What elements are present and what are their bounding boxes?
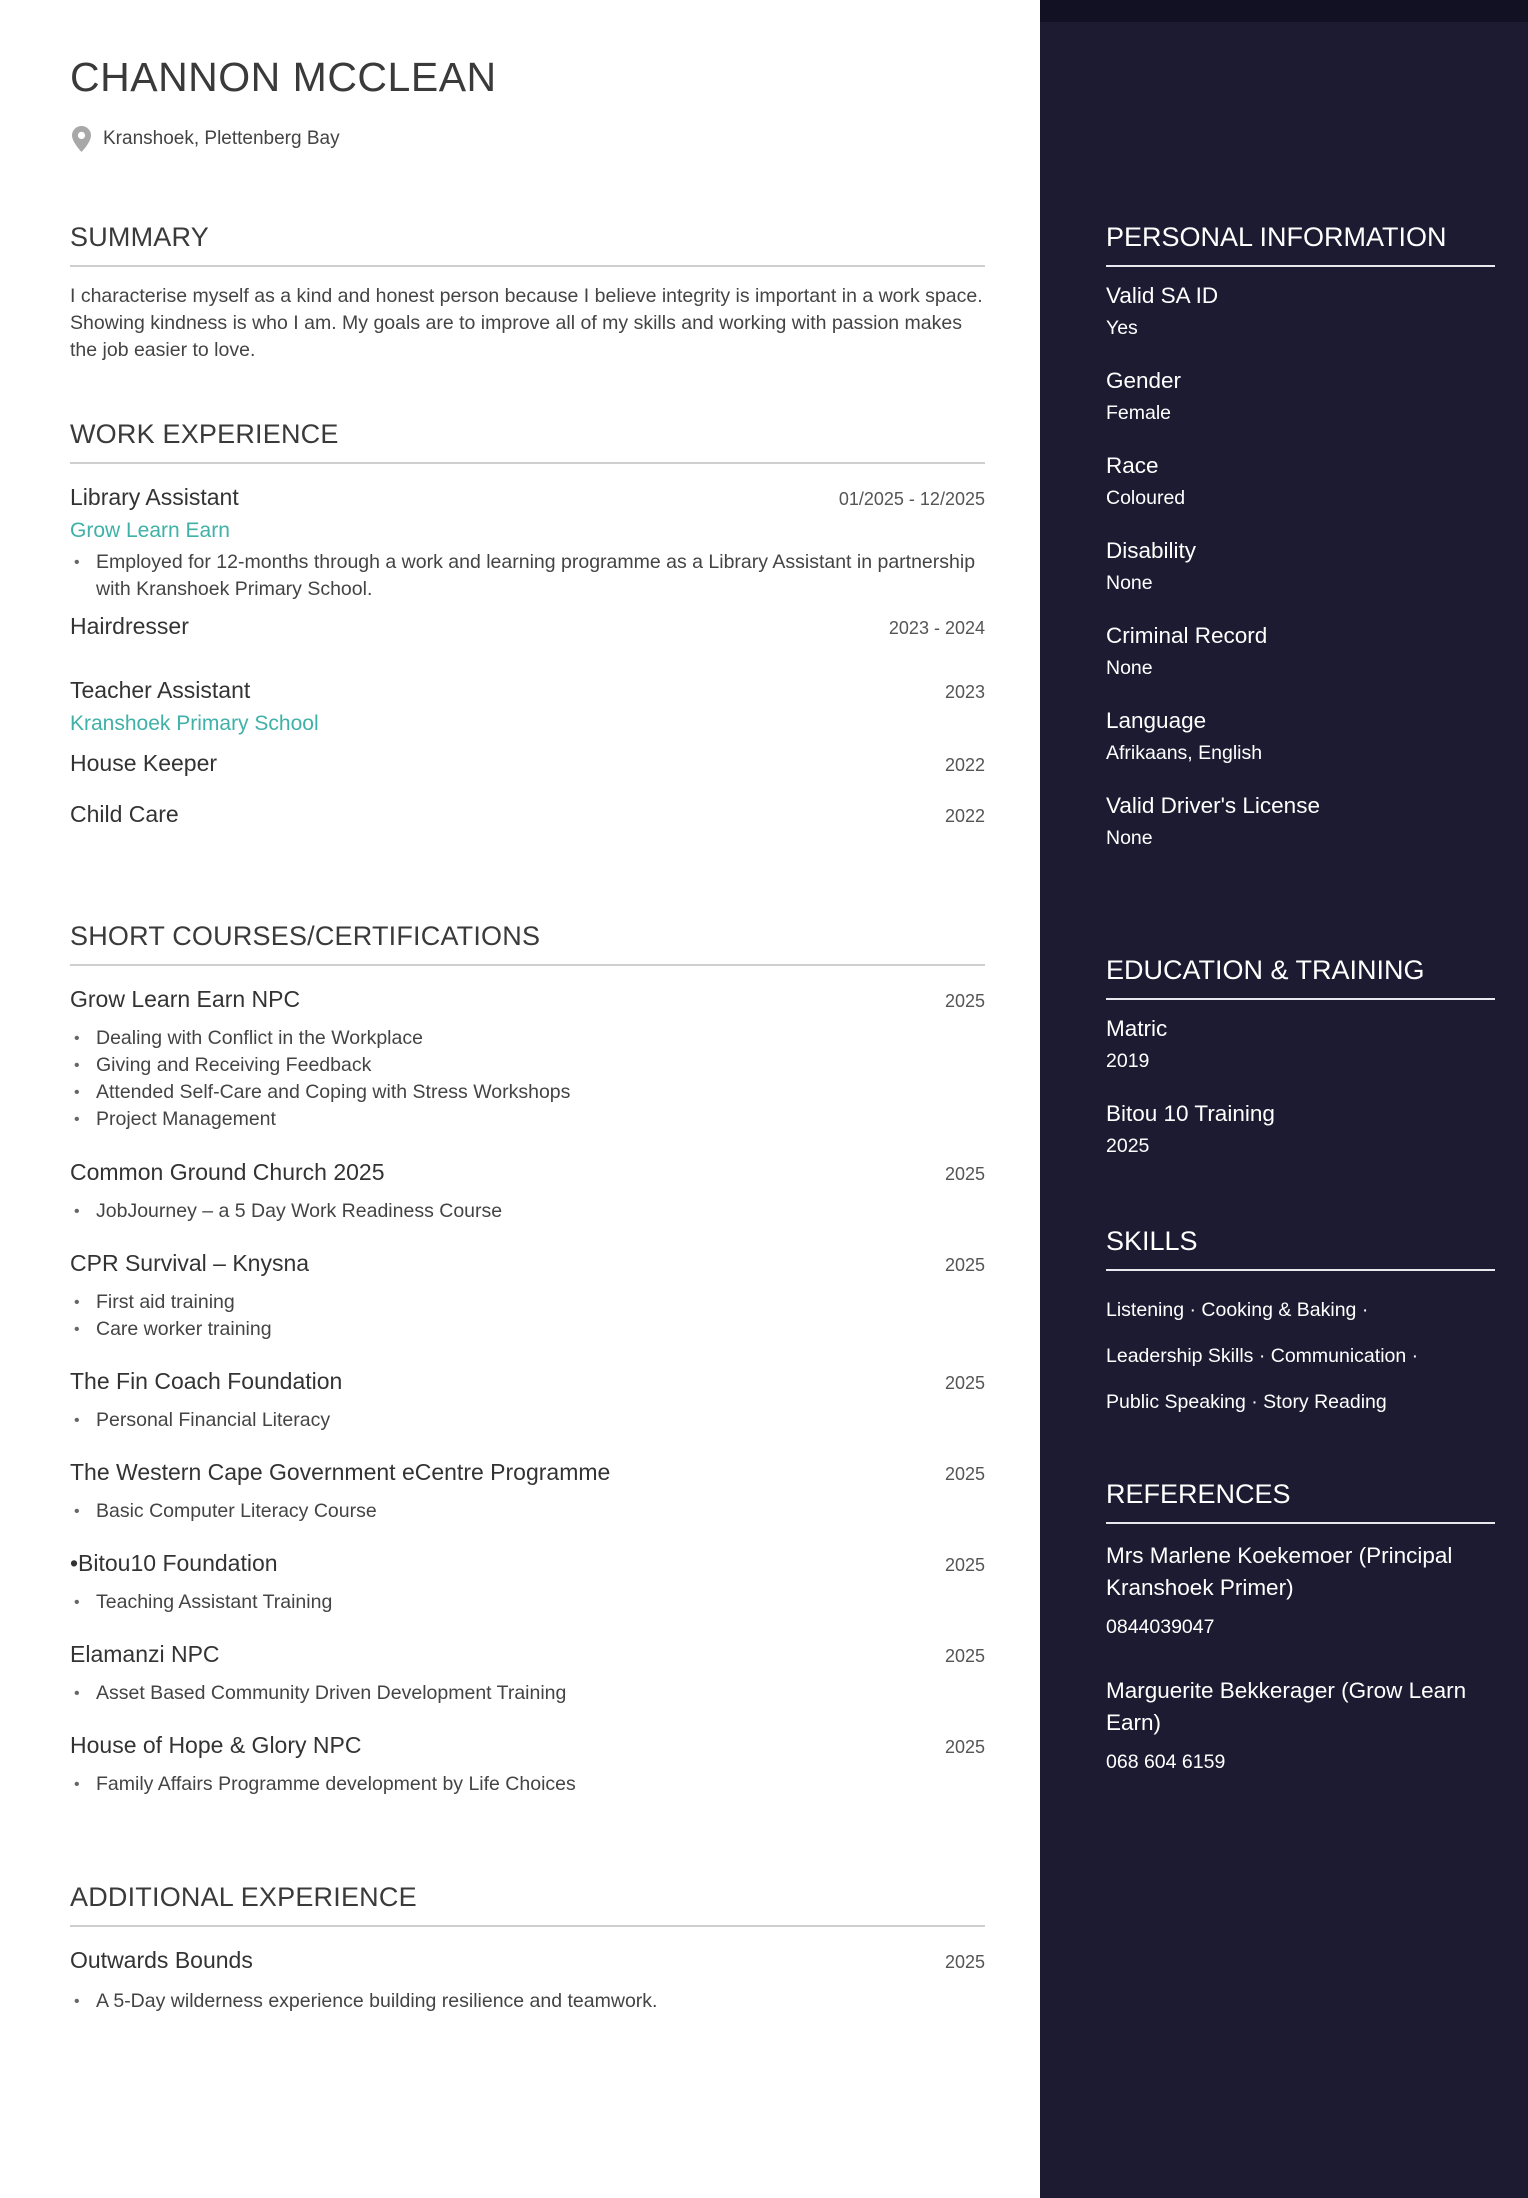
bullet-item: • Family Affairs Programme development by Life Choices: [70, 1771, 985, 1798]
personal-item: [1106, 538, 1495, 595]
bullet-item: • Giving and Receiving Feedback: [70, 1052, 985, 1079]
course-title: Common Ground Church 2025: [70, 1159, 385, 1185]
item-label: Language: [1106, 708, 1207, 733]
work-entry: [70, 484, 985, 603]
personal-item: [1106, 708, 1495, 765]
bullet-item: • Basic Computer Literacy Course: [70, 1498, 985, 1525]
course-date: 2025: [944, 1164, 985, 1184]
job-title: Child Care: [70, 801, 179, 827]
personal-item: [1106, 453, 1495, 510]
course-date: 2025: [944, 1737, 985, 1757]
job-date: 2023 - 2024: [888, 618, 985, 638]
item-label: Valid Driver's License: [1106, 793, 1320, 818]
bullet-item: • JobJourney – a 5 Day Work Readiness Course: [70, 1198, 985, 1225]
course-title: CPR Survival – Knysna: [70, 1250, 310, 1276]
section-title: SKILLS: [1106, 1226, 1495, 1271]
item-value: Coloured: [1106, 487, 1186, 509]
course-entry: [70, 1459, 985, 1525]
job-bullets: [70, 549, 985, 603]
qualification-name: Bitou 10 Training: [1106, 1101, 1275, 1126]
course-date: 2025: [944, 1255, 985, 1275]
location-text: Kranshoek, Plettenberg Bay: [103, 128, 340, 149]
reference-item: [1106, 1540, 1495, 1639]
section-title: SUMMARY: [70, 222, 985, 267]
job-title: Library Assistant: [70, 484, 239, 510]
course-date: 2025: [944, 1646, 985, 1666]
additional-entry: [70, 1947, 985, 2015]
reference-name: Marguerite Bekkerager (Grow Learn Earn): [1106, 1678, 1467, 1735]
summary-section: [70, 222, 985, 364]
section-title: REFERENCES: [1106, 1479, 1495, 1524]
bullet-item: • Attended Self-Care and Coping with Stress Workshops: [70, 1079, 985, 1106]
bullet-item: • Teaching Assistant Training: [70, 1589, 985, 1616]
section-title: WORK EXPERIENCE: [70, 419, 985, 464]
bullet-item: • Dealing with Conflict in the Workplace: [70, 1025, 985, 1052]
section-title: SHORT COURSES/CERTIFICATIONS: [70, 921, 985, 966]
experience-bullets: [70, 1988, 985, 2015]
course-bullets: [70, 1198, 985, 1225]
bullet-item: • Project Management: [70, 1106, 985, 1133]
course-title: Elamanzi NPC: [70, 1641, 220, 1667]
item-label: Gender: [1106, 368, 1182, 393]
additional-experience-section: [70, 1882, 985, 2015]
qualification-year: 2025: [1106, 1135, 1150, 1157]
reference-phone: 068 604 6159: [1106, 1751, 1226, 1773]
bullet-item: • Employed for 12-months through a work and learning programme as a Library Assistant in partnership with Kranshoek Primary School.: [70, 549, 985, 603]
reference-name: Mrs Marlene Koekemoer (Principal Kranshoek Primer): [1106, 1543, 1453, 1600]
job-date: 01/2025 - 12/2025: [838, 489, 985, 509]
item-value: Afrikaans, English: [1106, 742, 1263, 764]
location-pin-icon: [72, 126, 91, 152]
course-title: The Western Cape Government eCentre Programme: [70, 1459, 611, 1485]
skills-line: Public Speaking · Story Reading: [1106, 1391, 1387, 1413]
work-experience-section: [70, 419, 985, 828]
section-title: PERSONAL INFORMATION: [1106, 222, 1495, 267]
employer-name: Kranshoek Primary School: [70, 712, 319, 735]
personal-item: [1106, 793, 1495, 850]
item-label: Valid SA ID: [1106, 283, 1219, 308]
bullet-item: • A 5-Day wilderness experience building resilience and teamwork.: [70, 1988, 985, 2015]
job-title: Hairdresser: [70, 613, 189, 639]
item-value: Yes: [1106, 317, 1138, 339]
job-title: Teacher Assistant: [70, 677, 251, 703]
job-title: House Keeper: [70, 750, 218, 776]
course-title: Grow Learn Earn NPC: [70, 986, 301, 1012]
employer-name: Grow Learn Earn: [70, 519, 230, 542]
course-entry: [70, 1550, 985, 1616]
education-section: [1106, 955, 1495, 1186]
personal-item: [1106, 283, 1495, 340]
course-entry: [70, 1250, 985, 1343]
course-bullets: [70, 1407, 985, 1434]
qualification-year: 2019: [1106, 1050, 1150, 1072]
item-value: None: [1106, 827, 1153, 849]
skills-section: [1106, 1226, 1495, 1425]
references-section: [1106, 1479, 1495, 1802]
experience-date: 2025: [944, 1952, 985, 1972]
work-entry: [70, 677, 985, 736]
location: [72, 126, 340, 152]
course-bullets: [70, 1498, 985, 1525]
item-label: Disability: [1106, 538, 1197, 563]
course-title: The Fin Coach Foundation: [70, 1368, 343, 1394]
personal-item: [1106, 623, 1495, 680]
section-title: ADDITIONAL EXPERIENCE: [70, 1882, 985, 1927]
bullet-item: • Personal Financial Literacy: [70, 1407, 985, 1434]
skills-line: Listening · Cooking & Baking ·: [1106, 1299, 1369, 1321]
course-entry: [70, 1159, 985, 1225]
course-bullets: [70, 1771, 985, 1798]
candidate-name: CHANNON MCCLEAN: [70, 54, 497, 100]
section-title: EDUCATION & TRAINING: [1106, 955, 1495, 1000]
experience-title: Outwards Bounds: [70, 1947, 253, 1973]
course-bullets: [70, 1680, 985, 1707]
course-bullets: [70, 1289, 985, 1343]
skills-line: Leadership Skills · Communication ·: [1106, 1345, 1419, 1367]
reference-item: [1106, 1675, 1495, 1774]
qualification-name: Matric: [1106, 1016, 1168, 1041]
education-item: [1106, 1016, 1495, 1073]
bullet-item: • Asset Based Community Driven Development Training: [70, 1680, 985, 1707]
item-value: None: [1106, 572, 1153, 594]
job-date: 2022: [944, 755, 985, 775]
reference-phone: 0844039047: [1106, 1616, 1215, 1638]
item-label: Criminal Record: [1106, 623, 1268, 648]
item-value: None: [1106, 657, 1153, 679]
course-title: •Bitou10 Foundation: [70, 1550, 278, 1576]
bullet-item: • First aid training: [70, 1289, 985, 1316]
course-entry: [70, 1641, 985, 1707]
course-entry: [70, 986, 985, 1133]
courses-section: [70, 921, 985, 1798]
course-date: 2025: [944, 991, 985, 1011]
bullet-item: • Care worker training: [70, 1316, 985, 1343]
summary-text: I characterise myself as a kind and honest person because I believe integrity is important in a work space. Showing kindness is who I am. My goals are to improve all of my skills and working with passion makes the job easier to love.: [70, 285, 983, 361]
education-item: [1106, 1101, 1495, 1158]
item-label: Race: [1106, 453, 1159, 478]
course-bullets: [70, 1025, 985, 1133]
course-title: House of Hope & Glory NPC: [70, 1732, 362, 1758]
course-entry: [70, 1732, 985, 1798]
course-bullets: [70, 1589, 985, 1616]
personal-item: [1106, 368, 1495, 425]
course-date: 2025: [944, 1555, 985, 1575]
job-date: 2023: [944, 682, 985, 702]
job-date: 2022: [944, 806, 985, 826]
sidebar: [1040, 0, 1528, 2198]
course-date: 2025: [944, 1373, 985, 1393]
personal-information-section: [1106, 222, 1495, 878]
item-value: Female: [1106, 402, 1172, 424]
sidebar-top-strip: [1040, 0, 1528, 22]
course-entry: [70, 1368, 985, 1434]
work-entry: [70, 613, 985, 640]
work-entry: [70, 750, 985, 777]
course-date: 2025: [944, 1464, 985, 1484]
work-entry: [70, 801, 985, 828]
